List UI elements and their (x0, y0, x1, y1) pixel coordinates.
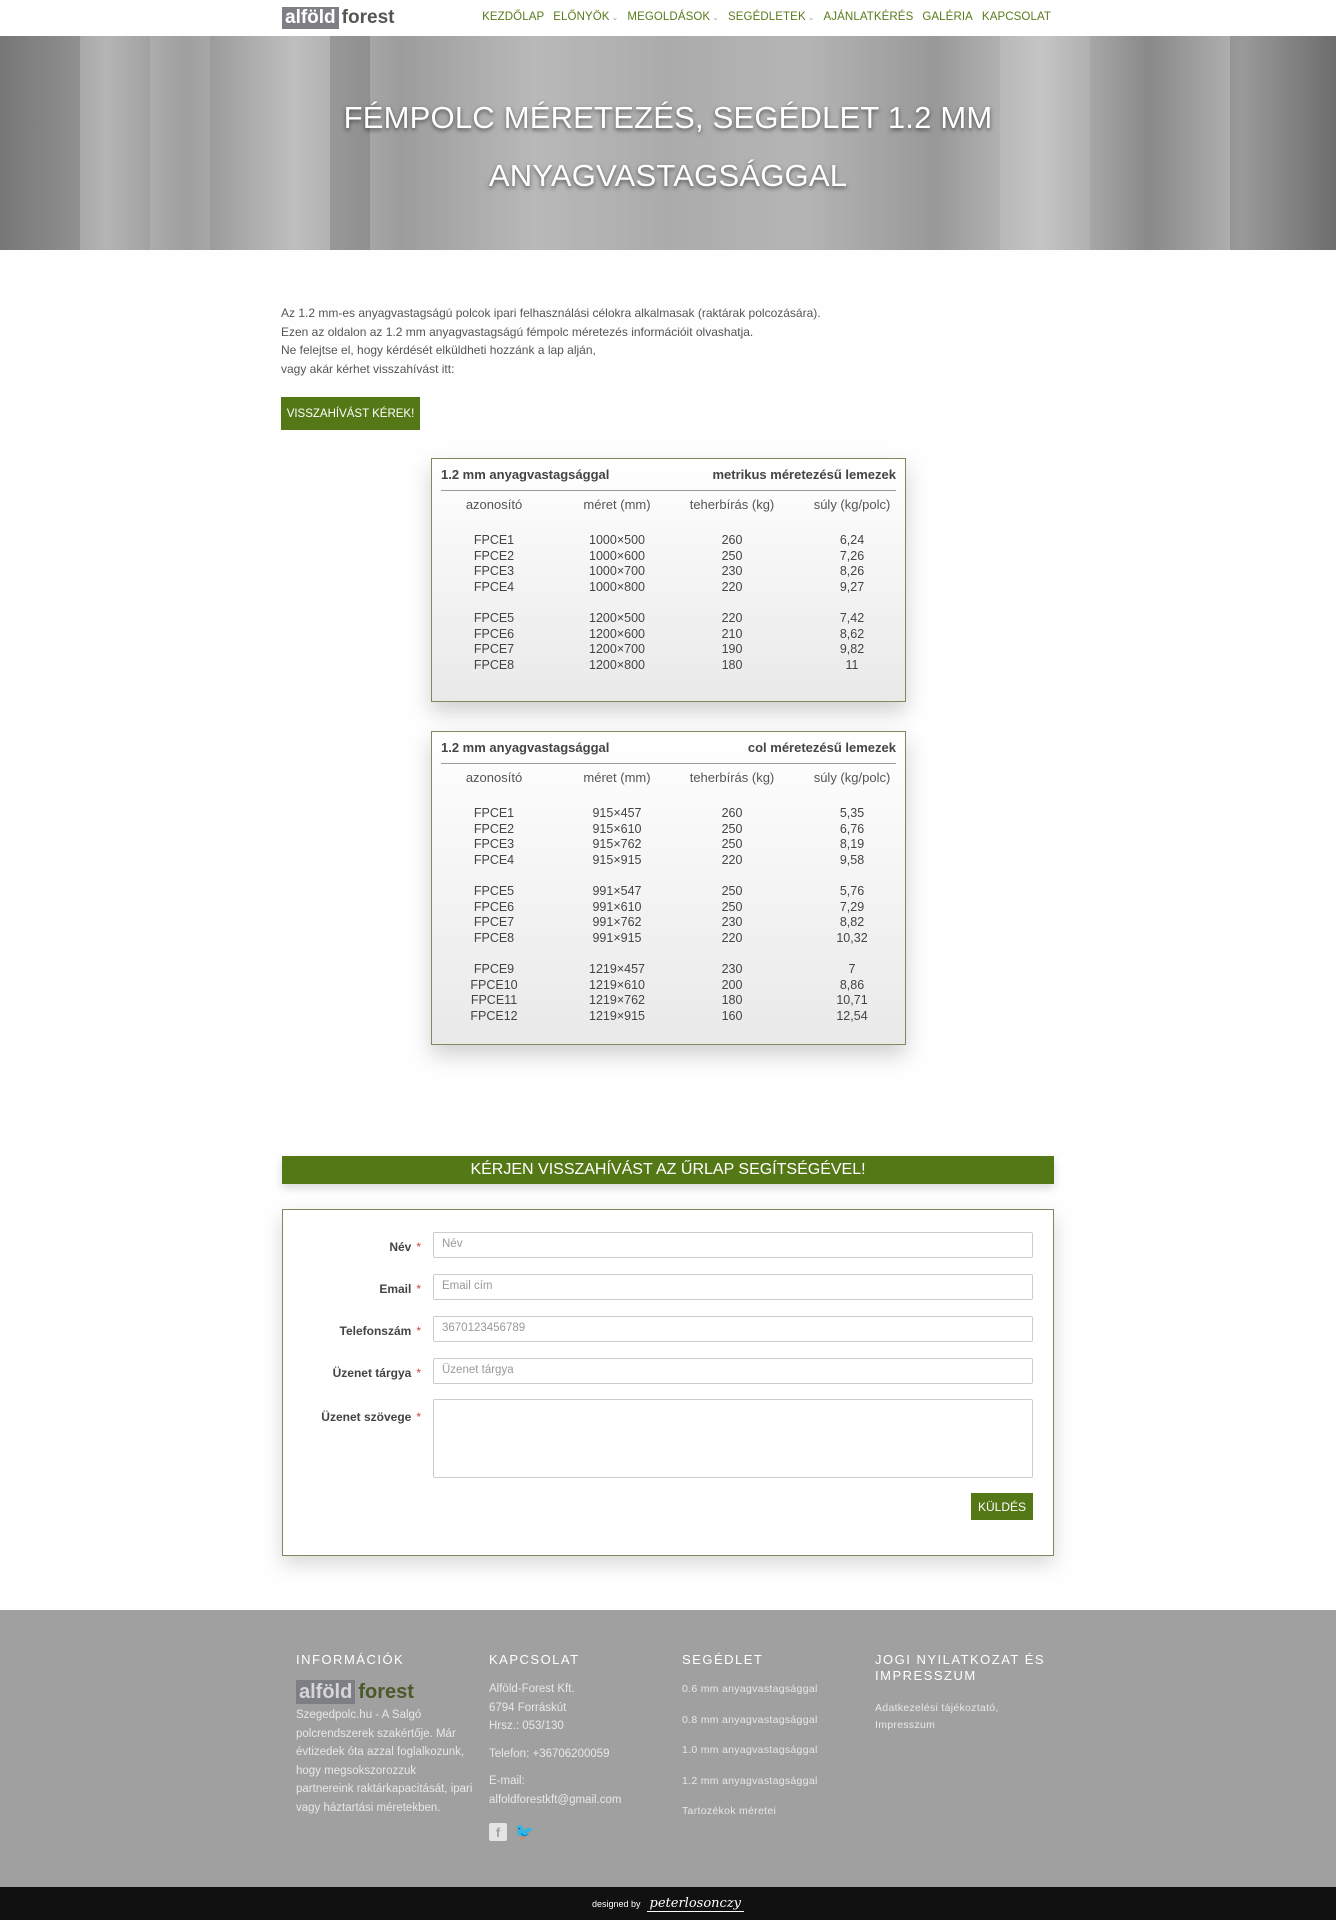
table-cell: 260 (721, 806, 743, 820)
table-cell: FPCE2 (473, 821, 515, 836)
spec-table-inch (431, 731, 906, 1045)
table-row (432, 915, 905, 931)
table-cell: 1219×610 (589, 977, 645, 992)
table-cell: 8,26 (839, 564, 865, 578)
table-cell: FPCE4 (473, 852, 515, 867)
table-cell: 210 (721, 626, 743, 641)
table-cell: FPCE7 (473, 915, 515, 929)
table-cell: FPCE10 (470, 977, 518, 992)
table-cell: FPCE3 (473, 837, 515, 851)
table-cell: 7,29 (839, 899, 865, 914)
column-header: azonosító (465, 497, 523, 512)
table-cell: 180 (721, 993, 743, 1007)
social-links (489, 1823, 669, 1841)
designed-by-text: designed by (591, 1898, 641, 1909)
site-logo[interactable] (282, 7, 394, 29)
nav-item-1[interactable]: ELŐNYÖK ⌄ (553, 11, 619, 23)
table-cell: 8,19 (839, 837, 865, 851)
footer-guide-link[interactable]: 0.8 mm anyagvastagsággal (682, 1713, 818, 1726)
table-cell: 991×547 (592, 884, 642, 898)
form-title-bar: KÉRJEN VISSZAHÍVÁST AZ ŰRLAP SEGÍTSÉGÉVEL! (282, 1156, 1054, 1184)
table-cell: 915×457 (592, 806, 642, 820)
table-row (432, 611, 905, 627)
table-row (432, 931, 905, 947)
table-cell: 200 (721, 977, 743, 992)
table-cell: FPCE1 (473, 806, 515, 820)
column-header: teherbírás (kg) (689, 770, 775, 785)
field-label: Telefonszám * (339, 1324, 421, 1338)
footer-contact-title: KAPCSOLAT (489, 1652, 580, 1667)
footer-city: 6794 Forráskút (489, 1701, 567, 1714)
column-header: teherbírás (kg) (689, 497, 775, 512)
table-row (432, 642, 905, 658)
table-header (441, 467, 896, 491)
table-cell: 6,24 (839, 533, 865, 547)
footer-email[interactable]: alfoldforestkft@gmail.com (489, 1793, 622, 1806)
table-cell: 180 (721, 657, 743, 672)
column-header: azonosító (465, 770, 523, 785)
table-cell: 915×762 (592, 837, 642, 851)
table-cell: 220 (721, 579, 743, 594)
logo-part-forest: forest (341, 7, 395, 28)
table-cell: 5,76 (839, 884, 865, 898)
table-cell: FPCE11 (470, 993, 518, 1007)
table-cell: 12,54 (836, 1008, 868, 1023)
table-cell: 220 (721, 611, 743, 625)
table-cell: 9,82 (839, 642, 865, 656)
table-cell: 220 (721, 930, 743, 945)
table-row (432, 627, 905, 643)
table-row (432, 658, 905, 674)
table-cell: FPCE8 (473, 930, 515, 945)
email-input[interactable]: Email cím (433, 1274, 1033, 1300)
table-cell: 1000×600 (589, 548, 645, 563)
nav-item-2[interactable]: MEGOLDÁSOK ⌄ (627, 11, 720, 23)
footer-info-title: INFORMÁCIÓK (296, 1652, 405, 1667)
table-cell: 1200×800 (589, 657, 645, 672)
subject-input[interactable]: Üzenet tárgya (433, 1358, 1033, 1384)
message-textarea[interactable] (433, 1399, 1033, 1478)
footer-hrsz: Hrsz.: 053/130 (489, 1720, 564, 1732)
callback-request-button[interactable]: VISSZAHÍVÁST KÉREK! (281, 397, 420, 430)
hero-banner (0, 36, 1336, 250)
table-cell: 1200×600 (589, 626, 645, 641)
table-cell: 7,42 (839, 611, 865, 625)
table-row (432, 853, 905, 869)
footer-phone[interactable]: Telefon: +36706200059 (489, 1747, 610, 1760)
impressum-link[interactable]: Impresszum (875, 1719, 936, 1731)
table-header-right: metrikus méretezésű lemezek (712, 467, 896, 482)
table-cell: 250 (721, 837, 743, 851)
table-cell: FPCE3 (473, 564, 515, 578)
table-cell: 220 (721, 852, 743, 867)
table-row (432, 533, 905, 549)
table-header-left: 1.2 mm anyagvastagsággal (441, 467, 610, 482)
privacy-policy-link[interactable]: Adatkezelési tájékoztató, (875, 1702, 999, 1714)
table-cell: 11 (845, 657, 859, 672)
nav-item-6[interactable]: KAPCSOLAT (981, 11, 1051, 23)
column-header: súly (kg/polc) (813, 497, 891, 512)
table-cell: 160 (721, 1008, 743, 1023)
table-row (432, 978, 905, 994)
nav-item-4[interactable]: AJÁNLATKÉRÉS (823, 11, 914, 23)
table-cell: 5,35 (839, 806, 865, 820)
intro-line: Az 1.2 mm-es anyagvastagságú polcok ipari felhasználási célokra alkalmasak (raktárak polcozására). (281, 306, 821, 320)
designer-bar (0, 1887, 1336, 1920)
column-header: súly (kg/polc) (813, 770, 891, 785)
table-cell: 1219×457 (589, 962, 645, 976)
field-label: Üzenet tárgya * (332, 1366, 421, 1380)
table-cell: FPCE8 (473, 657, 515, 672)
nav-item-0[interactable]: KEZDŐLAP (482, 11, 545, 23)
table-cell: 9,58 (839, 852, 865, 867)
table-row (432, 837, 905, 853)
footer (0, 1610, 1336, 1887)
table-cell: 8,62 (839, 626, 865, 641)
chevron-down-icon: ⌄ (611, 13, 619, 22)
footer-company: Alföld-Forest Kft. (489, 1683, 575, 1695)
table-header-left: 1.2 mm anyagvastagsággal (441, 740, 610, 755)
footer-guide-link[interactable]: Tartozékok méretei (682, 1805, 777, 1817)
callback-form (282, 1209, 1054, 1556)
table-cell: 250 (721, 884, 743, 898)
intro-line: Ne felejtse el, hogy kérdését elküldheti hozzánk a lap alján, (281, 343, 596, 357)
table-cell: 991×762 (592, 915, 642, 929)
table-cell: 915×915 (592, 852, 642, 867)
table-row (432, 564, 905, 580)
table-cell: FPCE5 (473, 884, 515, 898)
table-row (432, 549, 905, 565)
table-cell: 1200×700 (589, 642, 645, 656)
intro-line: Ezen az oldalon az 1.2 mm anyagvastagságú fémpolc méretezés információit olvashatja. (281, 324, 754, 339)
table-row (432, 962, 905, 978)
table-cell: FPCE2 (473, 548, 515, 563)
footer-guide-link[interactable]: 1.2 mm anyagvastagsággal (682, 1774, 818, 1787)
table-cell: FPCE4 (473, 579, 515, 594)
name-input[interactable]: Név (433, 1232, 1033, 1258)
table-header (441, 740, 896, 764)
spec-table-metric (431, 458, 906, 702)
send-button[interactable]: KÜLDÉS (971, 1493, 1033, 1520)
table-cell: FPCE1 (473, 533, 515, 547)
footer-logo[interactable]: alföld forest (296, 1680, 476, 1704)
intro-text (281, 304, 1081, 378)
table-cell: 260 (721, 533, 743, 547)
table-cell: 250 (721, 899, 743, 914)
table-cell: 1219×915 (589, 1008, 645, 1023)
table-cell: FPCE9 (473, 962, 515, 976)
footer-info-column (296, 1652, 476, 1817)
table-cell: 991×915 (592, 930, 642, 945)
table-cell: 10,71 (836, 993, 868, 1007)
table-row (432, 993, 905, 1009)
table-cell: 8,86 (839, 977, 865, 992)
footer-guide-link[interactable]: 0.6 mm anyagvastagsággal (682, 1683, 818, 1695)
table-cell: FPCE7 (473, 642, 515, 656)
designer-signature[interactable]: peterlosonczy (647, 1896, 744, 1912)
table-cell: FPCE12 (470, 1008, 518, 1023)
footer-email-label: E-mail: (489, 1775, 525, 1787)
table-cell: 1000×500 (589, 533, 645, 547)
table-cell: 7,26 (839, 548, 865, 563)
table-row (432, 884, 905, 900)
table-header-right: col méretezésű lemezek (747, 740, 896, 755)
footer-legal-title: JOGI NYILATKOZAT ÉS IMPRESSZUM (875, 1652, 1046, 1683)
column-header: méret (mm) (583, 497, 651, 512)
table-row (432, 580, 905, 596)
table-cell: 230 (721, 915, 743, 929)
logo-part-alfold: alföld (282, 7, 339, 29)
field-label: Név * (389, 1240, 421, 1254)
table-cell: 8,82 (839, 915, 865, 929)
table-cell: 6,76 (839, 821, 865, 836)
phone-input[interactable]: 3670123456789 (433, 1316, 1033, 1342)
chevron-down-icon: ⌄ (712, 13, 720, 22)
intro-line: vagy akár kérhet visszahívást itt: (281, 361, 455, 376)
twitter-icon[interactable]: 🐦 (514, 1824, 534, 1841)
facebook-icon[interactable]: f (489, 1823, 507, 1841)
table-cell: 230 (721, 962, 743, 976)
table-cell: 915×610 (592, 821, 642, 836)
table-row (432, 806, 905, 822)
nav-item-3[interactable]: SEGÉDLETEK ⌄ (728, 11, 815, 23)
chevron-down-icon: ⌄ (807, 13, 815, 22)
table-cell: FPCE6 (473, 626, 515, 641)
table-row (432, 900, 905, 916)
table-cell: 250 (721, 548, 743, 563)
table-row (432, 822, 905, 838)
table-cell: 250 (721, 821, 743, 836)
field-label: Email * (379, 1282, 421, 1296)
footer-info-text: Szegedpolc.hu - A Salgó polcrendszerek szakértője. Már évtizedek óta azzal foglalkozunk, hogy megsokszorozzuk partnereink raktárkapacitását, ipari vagy háztartási méretekben. (296, 1709, 473, 1814)
table-cell: 1200×500 (589, 611, 645, 625)
page-title: FÉMPOLC MÉRETEZÉS, SEGÉDLET 1.2 MM ANYAGVASTAGSÁGGAL (343, 100, 993, 193)
table-cell: 1000×700 (589, 564, 645, 578)
table-cell: 10,32 (836, 930, 868, 945)
table-cell: FPCE5 (473, 611, 515, 625)
nav-item-5[interactable]: GALÉRIA (922, 11, 973, 23)
footer-contact-column (489, 1652, 669, 1841)
footer-legal-column (875, 1652, 1055, 1734)
footer-guide-column (682, 1652, 862, 1827)
message-label: Üzenet szövege * (321, 1410, 421, 1424)
table-cell: 9,27 (839, 579, 865, 594)
table-row (432, 1009, 905, 1025)
table-cell: 230 (721, 564, 743, 578)
footer-guide-title: SEGÉDLET (682, 1652, 764, 1667)
table-cell: 991×610 (592, 899, 642, 914)
table-cell: 190 (721, 642, 743, 656)
main-menu (482, 11, 1051, 23)
table-cell: 1000×800 (589, 579, 645, 594)
table-cell: FPCE6 (473, 899, 515, 914)
table-cell: 1219×762 (589, 993, 645, 1007)
table-cell: 7 (848, 962, 856, 976)
column-header: méret (mm) (583, 770, 651, 785)
top-navbar (0, 0, 1336, 36)
footer-guide-link[interactable]: 1.0 mm anyagvastagsággal (682, 1744, 818, 1756)
